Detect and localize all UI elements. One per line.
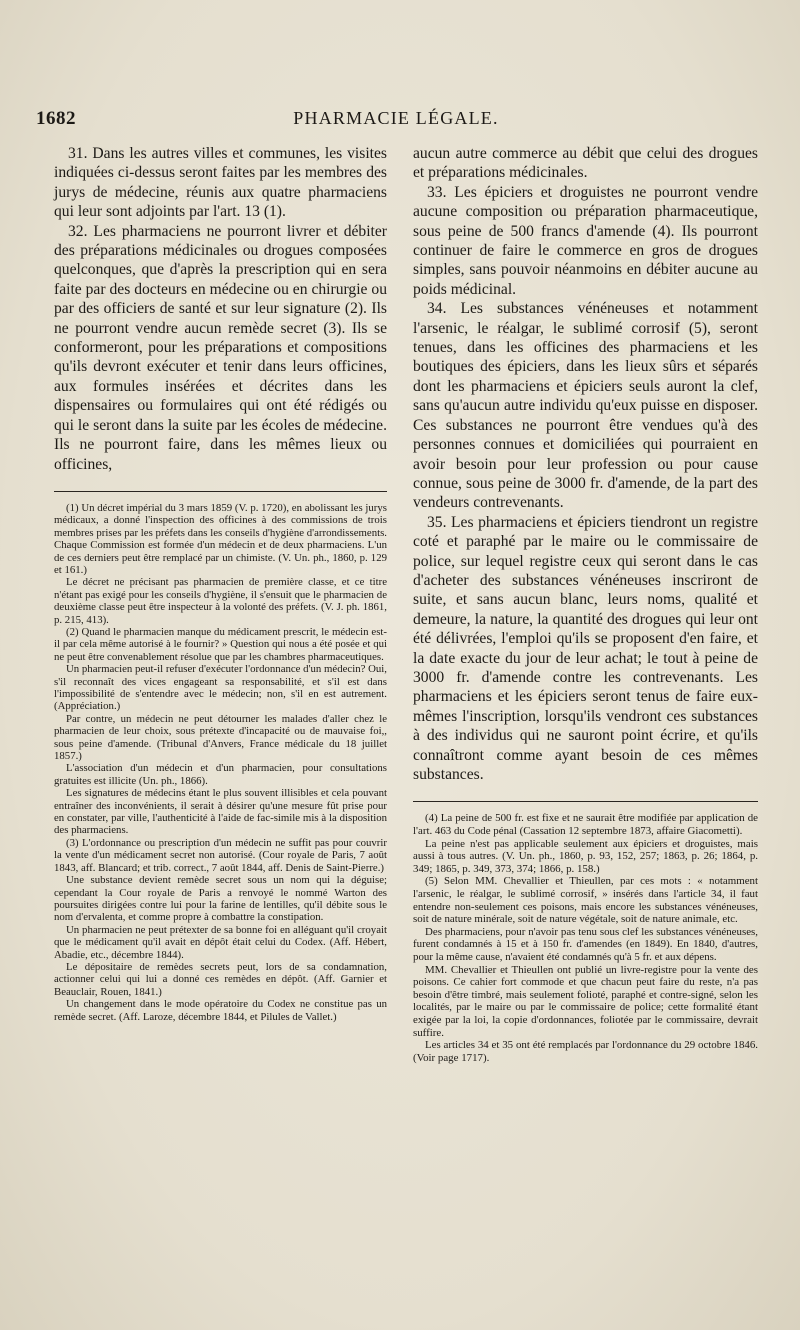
- footnote: (4) La peine de 500 fr. est fixe et ne saurait être modifiée par application de l'art. 463 du Code pénal (Cassation 12 septembre 1873, affaire Giacometti).: [413, 812, 758, 837]
- left-footnotes: [54, 502, 387, 1023]
- footnote: MM. Chevallier et Thieullen ont publié un livre-registre pour la vente des poisons. Ce cahier fort commode et que chacun peut faire du reste, n'a pas besoin d'être timbré, mais seulement folioté, paraphé et contre-signé, selon les localités, par le maire ou par le commissaire de police; cette formalité étant exigée par la loi, la copie d'ordonnances, foliotée par le commissaire, devrait suffire.: [413, 963, 758, 1039]
- footnote-rule: [54, 491, 387, 492]
- right-body: [413, 144, 758, 784]
- footnote: Par contre, un médecin ne peut détourner les malades d'aller chez le pharmacien de leur choix, sous prétexte d'incapacité ou de mauvaise foi,, sous peine d'amende. (Tribunal d'Anvers, France médicale du 18 juillet 1857.): [54, 712, 387, 763]
- footnote: Un pharmacien peut-il refuser d'exécuter l'ordonnance d'un médecin? Oui, s'il reconnaît des vices engageant sa responsabilité, et s'il est dans l'impossibilité de s'entendre avec le médecin; non, s'il en est autrement. (Appréciation.): [54, 663, 387, 713]
- footnote: Le dépositaire de remèdes secrets peut, lors de sa condamnation, actionner celui qui lui a donné ces remèdes en dépôt. (Aff. Garnier et Beauclair, Rouen, 1841.): [54, 960, 387, 998]
- page-header: [36, 108, 756, 134]
- article-32-continued: aucun autre commerce au débit que celui des drogues et préparations médicinales.: [413, 145, 758, 182]
- footnote: Le décret ne précisant pas pharmacien de première classe, et ce titre n'étant pas exigé pour les conseils d'hygiène, il s'ensuit que le pharmacien de deuxième classe peut être inspecteur à la volonté des préfets. (V. J. ph. 1861, p. 215, 413).: [54, 576, 387, 626]
- article-35: 35. Les pharmaciens et épiciers tiendront un registre coté et paraphé par le maire ou le commissaire de police, sur lequel registre ceux qui seront dans le cas d'acheter des substances vénéneuses inscriront de suite, et sans aucun blanc, leurs noms, qualité et demeure, la nature, la quantité des drogues qui leur ont été délivrées, l'emploi qu'ils se proposent d'en faire, et la date exacte du jour de leur achat; le tout à peine de 3000 fr. d'amende contre les contrevenants. Les pharmaciens et les épiciers seront tenus de faire eux-mêmes l'inscription, lorsqu'ils vendront ces substances à des individus qui ne sauront point écrire, et qu'ils connaîtront comme ayant besoin de ces mêmes substances.: [413, 513, 758, 783]
- footnote: Un changement dans le mode opératoire du Codex ne constitue pas un remède secret. (Aff. Laroze, décembre 1844, et Pilules de Vallet.): [54, 998, 387, 1023]
- left-column: [54, 144, 387, 1023]
- article-33: 33. Les épiciers et droguistes ne pourront vendre aucune composition ou préparation pharmaceutique, sous peine de 500 francs d'amende (4). Ils pourront continuer de faire le commerce en gros de drogues simples, sans pouvoir néanmoins en débiter aucune au poids médicinal.: [413, 183, 758, 298]
- article-32: 32. Les pharmaciens ne pourront livrer et débiter des préparations médicinales ou drogues composées quelconques, que d'après la prescription qui en sera faite par des docteurs en médecine ou en chirurgie ou par des officiers de santé et sur leur signature (2). Ils ne pourront vendre aucun remède secret (3). Ils se conformeront, pour les préparations et compositions qu'ils devront exécuter et tenir dans leurs officines, aux formules insérées et décrites dans les dispensaires ou formulaires qui ont été rédigés ou qui le seront dans la suite par les écoles de médecine. Ils ne pourront faire, dans les mêmes lieux ou officines,: [54, 222, 387, 473]
- footnote: (3) L'ordonnance ou prescription d'un médecin ne suffit pas pour couvrir la vente d'un médicament secret non autorisé. (Cour royale de Paris, 7 août 1843, aff. Blancard; et trib. correct., 7 août 1844, aff. Denis de Saint-Pierre.): [54, 836, 387, 874]
- footnote: (1) Un décret impérial du 3 mars 1859 (V. p. 1720), en abolissant les jurys médicaux, a donné l'inspection des officines à des commissions de trois membres prises par les préfets dans les conseils d'hygiène d'arrondissements. Chaque Commission est formée d'un médecin et de deux pharmaciens. L'un de ces derniers peut être remplacé par un chimiste. (V. Un. ph., 1860, p. 129 et 161.): [54, 501, 387, 576]
- article-34: 34. Les substances vénéneuses et notamment l'arsenic, le réalgar, le sublimé corrosif (5), seront tenues, dans les officines des pharmaciens et les boutiques des épiciers, dans les lieux sûrs et séparés dont les pharmaciens et épiciers seuls auront la clef, sans qu'aucun autre individu qu'eux puisse en disposer. Ces substances ne pourront être vendues qu'à des personnes connues et domiciliées qui pourraient en avoir besoin pour leur profession ou pour cause connue, sous peine de 3000 fr. d'amende, de la part des vendeurs contrevenants.: [413, 300, 758, 512]
- footnote: Un pharmacien ne peut prétexter de sa bonne foi en alléguant qu'il croyait que le médicament qu'il avait en dépôt était celui du Codex. (Aff. Hébert, Abadie, etc., décembre 1844).: [54, 923, 387, 961]
- running-title: PHARMACIE LÉGALE.: [293, 108, 499, 128]
- footnote: Les articles 34 et 35 ont été remplacés par l'ordonnance du 29 octobre 1846. (Voir page 1717).: [413, 1039, 758, 1064]
- footnote: (2) Quand le pharmacien manque du médicament prescrit, le médecin est-il par cela même autorisé à le fournir? » Question qui nous a été posée et qui ne peut être convenablement résolue que par les chambres pharmaceutiques.: [54, 625, 387, 663]
- footnote: Des pharmaciens, pour n'avoir pas tenu sous clef les substances vénéneuses, furent condamnés à 15 et à 150 fr. d'amendes (en 1849). En 1840, d'autres, pour la même cause, n'avaient été condamnés qu'à 5 fr. et aux dépens.: [413, 925, 758, 963]
- footnote: Une substance devient remède secret sous un nom qui la déguise; cependant la Cour royale de Paris a renvoyé le nommé Warton des poursuites dirigées contre lui pour la farine de lentilles, qu'il débite sous le nom d'ervalenta, et comme propre à combattre la constipation.: [54, 874, 387, 924]
- left-body: [54, 144, 387, 474]
- right-column: [413, 144, 758, 1064]
- footnote: L'association d'un médecin et d'un pharmacien, pour consultations gratuites est illicite (Un. ph., 1866).: [54, 762, 387, 787]
- article-31: 31. Dans les autres villes et communes, les visites indiquées ci-dessus seront faites par les membres des jurys de médecine, réunis aux quatre pharmaciens qui leur sont adjoints par l'art. 13 (1).: [54, 145, 387, 221]
- page-number: 1682: [36, 108, 76, 129]
- footnote: (5) Selon MM. Chevallier et Thieullen, par ces mots : « notamment l'arsenic, le réalgar, le sublimé corrosif, » insérés dans l'article 34, il faut entendre non-seulement ces poisons, mais encore les substances vénéneuses, soit de nature minérale, soit de nature végétale, soit de nature animale, etc.: [413, 875, 758, 926]
- right-footnotes: [413, 812, 758, 1064]
- footnote: Les signatures de médecins étant le plus souvent illisibles et cela pouvant entraîner des inconvénients, il serait à désirer qu'une mesure fût prise pour en constater, par ville, l'authenticité à l'aide de fac-simile mis à la disposition des pharmaciens.: [54, 787, 387, 837]
- footnote-rule: [413, 801, 758, 802]
- footnote: La peine n'est pas applicable seulement aux épiciers et droguistes, mais aussi à tous autres. (V. Un. ph., 1860, p. 93, 152, 257; 1863, p. 26; 1864, p. 349; 1865, p. 349, 373, 374; 1866, p. 158.): [413, 837, 758, 875]
